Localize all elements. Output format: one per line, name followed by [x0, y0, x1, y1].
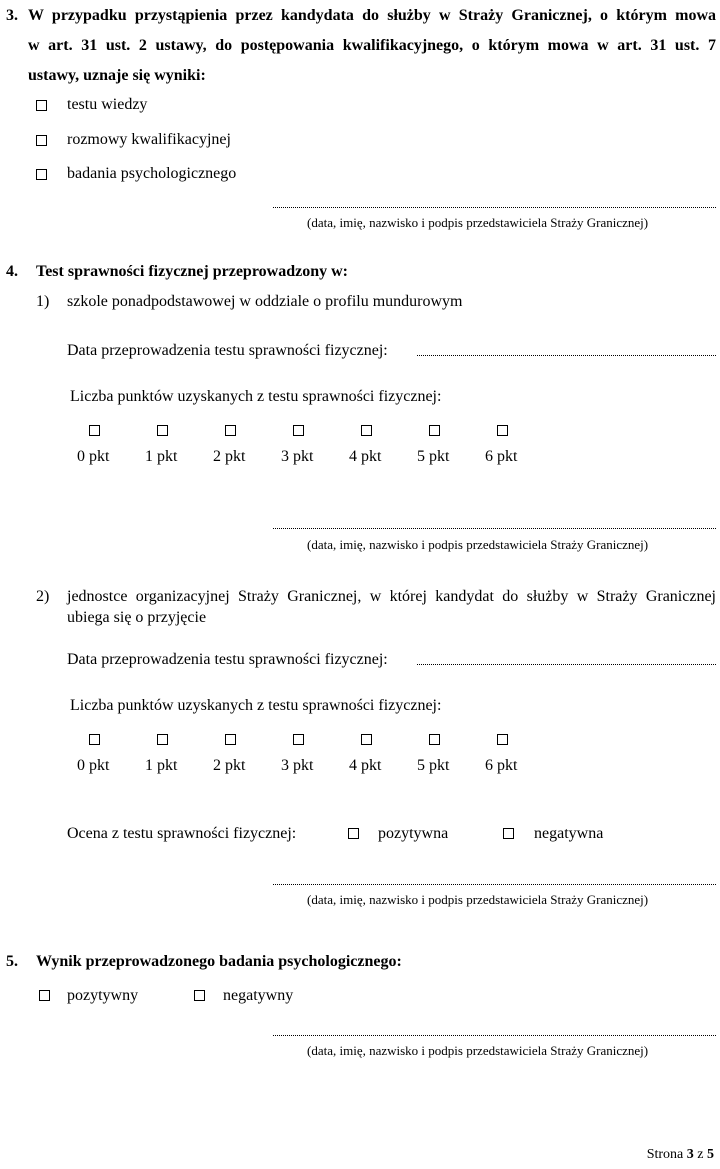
checkbox-points-6-a[interactable]	[497, 425, 508, 436]
section-3-number: 3.	[6, 7, 18, 24]
subsection-2-text-line-2: ubiega się o przyjęcie	[67, 609, 207, 626]
points-label-0-b: 0 pkt	[77, 757, 110, 774]
date-field-1[interactable]	[417, 355, 716, 356]
section-4-title: Test sprawności fizycznej przeprowadzony w:	[36, 263, 348, 280]
date-field-2[interactable]	[417, 664, 716, 665]
points-label-1-b: 1 pkt	[145, 757, 178, 774]
option-qualification-interview: rozmowy kwalifikacyjnej	[67, 131, 231, 148]
date-label-1: Data przeprowadzenia testu sprawności fizycznej:	[67, 342, 388, 359]
checkbox-psychological-exam[interactable]	[36, 169, 47, 180]
checkbox-points-4-b[interactable]	[361, 734, 372, 745]
checkbox-points-0-b[interactable]	[89, 734, 100, 745]
signature-line-2[interactable]	[273, 528, 716, 529]
current-page: 3	[686, 1147, 694, 1162]
checkbox-points-1-a[interactable]	[157, 425, 168, 436]
checkbox-points-3-b[interactable]	[293, 734, 304, 745]
checkbox-points-5-a[interactable]	[429, 425, 440, 436]
points-label-3-a: 3 pkt	[281, 448, 314, 465]
checkbox-psych-positive[interactable]	[39, 990, 50, 1001]
section-3-heading-line-3: ustawy, uznaje się wyniki:	[28, 67, 206, 84]
signature-line-4[interactable]	[273, 1035, 716, 1036]
points-label-6-a: 6 pkt	[485, 448, 518, 465]
checkbox-points-6-b[interactable]	[497, 734, 508, 745]
subsection-2-number: 2)	[36, 588, 50, 605]
section-5-title: Wynik przeprowadzonego badania psychologicznego:	[36, 953, 402, 970]
total-pages: 5	[707, 1147, 714, 1162]
section-3-heading-line-2: w art. 31 ust. 2 ustawy, do postępowania kwalifikacyjnego, o którym mowa w art. 31 ust. 7	[28, 37, 716, 54]
section-3-heading-line-1: W przypadku przystąpienia przez kandydata do służby w Straży Granicznej, o którym mowa	[28, 7, 716, 24]
page-number	[647, 1147, 714, 1163]
option-psychological-exam: badania psychologicznego	[67, 165, 237, 182]
points-label-2-a: 2 pkt	[213, 448, 246, 465]
signature-caption-3: (data, imię, nazwisko i podpis przedstawiciela Straży Granicznej)	[307, 892, 649, 907]
page-of: z	[697, 1147, 704, 1162]
points-label-3-b: 3 pkt	[281, 757, 314, 774]
points-label-1: Liczba punktów uzyskanych z testu sprawności fizycznej:	[70, 388, 442, 405]
signature-caption-2: (data, imię, nazwisko i podpis przedstawiciela Straży Granicznej)	[307, 537, 649, 552]
psych-negative-label: negatywny	[223, 987, 294, 1004]
checkbox-psych-negative[interactable]	[194, 990, 205, 1001]
section-5-number: 5.	[6, 953, 18, 970]
points-label-5-a: 5 pkt	[417, 448, 450, 465]
points-label-4-b: 4 pkt	[349, 757, 382, 774]
signature-line-3[interactable]	[273, 884, 716, 885]
checkbox-points-4-a[interactable]	[361, 425, 372, 436]
signature-caption-4: (data, imię, nazwisko i podpis przedstawiciela Straży Granicznej)	[307, 1043, 649, 1058]
subsection-2-text-line-1: jednostce organizacyjnej Straży Granicznej, w której kandydat do służby w Straży Granicznej	[67, 588, 716, 605]
section-4-number: 4.	[6, 263, 18, 280]
date-label-2: Data przeprowadzenia testu sprawności fizycznej:	[67, 651, 388, 668]
checkbox-points-2-b[interactable]	[225, 734, 236, 745]
points-label-6-b: 6 pkt	[485, 757, 518, 774]
checkbox-knowledge-test[interactable]	[36, 100, 47, 111]
checkbox-grade-positive[interactable]	[348, 828, 359, 839]
subsection-1-number: 1)	[36, 293, 50, 310]
checkbox-grade-negative[interactable]	[503, 828, 514, 839]
grade-negative-label: negatywna	[534, 825, 604, 842]
page-prefix: Strona	[646, 1147, 684, 1162]
checkbox-points-3-a[interactable]	[293, 425, 304, 436]
points-label-2-b: 2 pkt	[213, 757, 246, 774]
checkbox-points-0-a[interactable]	[89, 425, 100, 436]
points-label-2: Liczba punktów uzyskanych z testu sprawności fizycznej:	[70, 697, 442, 714]
points-label-5-b: 5 pkt	[417, 757, 450, 774]
checkbox-points-1-b[interactable]	[157, 734, 168, 745]
checkbox-points-5-b[interactable]	[429, 734, 440, 745]
signature-caption-1: (data, imię, nazwisko i podpis przedstawiciela Straży Granicznej)	[307, 215, 649, 230]
grade-positive-label: pozytywna	[378, 825, 449, 842]
subsection-1-text: szkole ponadpodstawowej w oddziale o profilu mundurowym	[67, 293, 463, 310]
points-label-0-a: 0 pkt	[77, 448, 110, 465]
signature-line-1[interactable]	[273, 207, 716, 208]
checkbox-points-2-a[interactable]	[225, 425, 236, 436]
grade-label: Ocena z testu sprawności fizycznej:	[67, 825, 297, 842]
option-knowledge-test: testu wiedzy	[67, 96, 148, 113]
points-label-1-a: 1 pkt	[145, 448, 178, 465]
psych-positive-label: pozytywny	[67, 987, 139, 1004]
points-label-4-a: 4 pkt	[349, 448, 382, 465]
checkbox-qualification-interview[interactable]	[36, 135, 47, 146]
